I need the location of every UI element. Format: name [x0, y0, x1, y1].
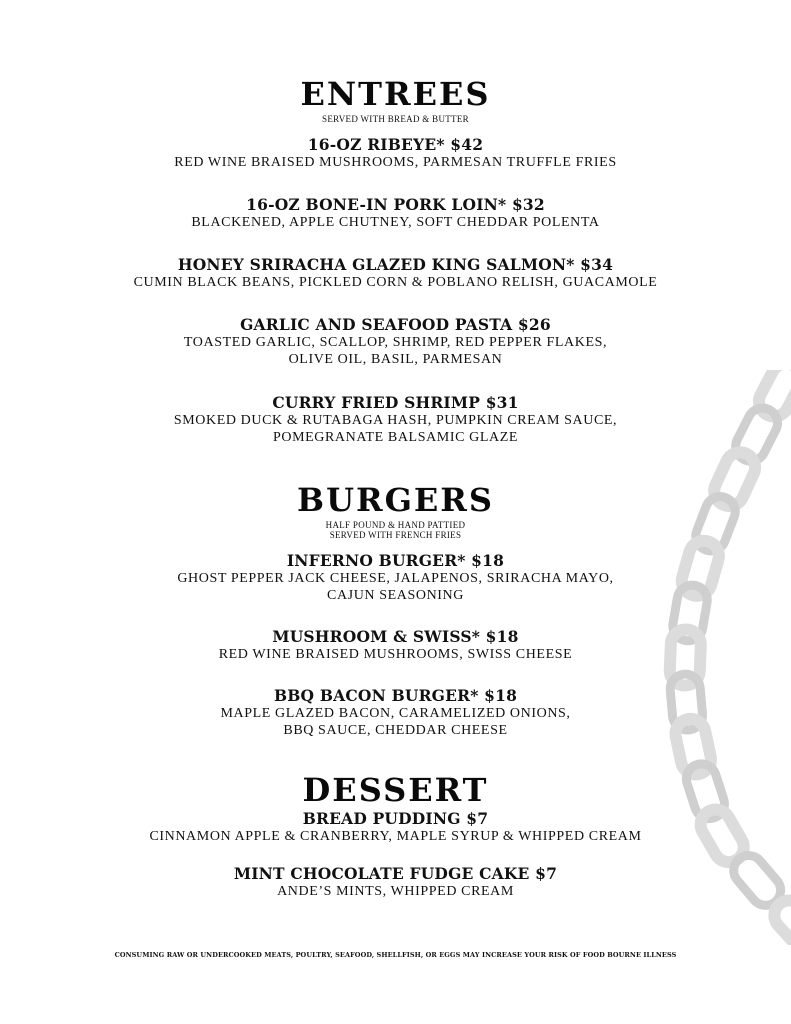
item-description: RED WINE BRAISED MUSHROOMS, PARMESAN TRUFFLE FRIES [174, 155, 617, 170]
menu-item [0, 864, 791, 900]
section-entrees [0, 75, 791, 124]
item-description: CINNAMON APPLE & CRANBERRY, MAPLE SYRUP & WHIPPED CREAM [149, 829, 642, 844]
section-dessert [0, 771, 791, 809]
item-description: GHOST PEPPER JACK CHEESE, JALAPENOS, SRIRACHA MAYO, [177, 571, 614, 586]
item-description: POMEGRANATE BALSAMIC GLAZE [272, 430, 519, 445]
section-subtitle: HALF POUND & HAND PATTIED [325, 520, 466, 530]
item-description: OLIVE OIL, BASIL, PARMESAN [288, 352, 503, 367]
item-description: SMOKED DUCK & RUTABAGA HASH, PUMPKIN CREAM SAUCE, [173, 413, 618, 428]
section-title: DESSERT [302, 771, 489, 809]
item-name: GARLIC AND SEAFOOD PASTA $26 [240, 315, 551, 334]
item-name: MUSHROOM & SWISS* $18 [272, 627, 519, 646]
section-title: ENTREES [300, 75, 491, 113]
item-description: ANDE’S MINTS, WHIPPED CREAM [277, 884, 514, 899]
section-burgers [0, 481, 791, 540]
menu-item [0, 686, 791, 739]
section-title: BURGERS [297, 481, 494, 519]
item-description: BLACKENED, APPLE CHUTNEY, SOFT CHEDDAR POLENTA [191, 215, 600, 230]
section-subtitle: SERVED WITH FRENCH FRIES [329, 530, 462, 540]
item-name: BBQ BACON BURGER* $18 [273, 686, 518, 705]
item-description: CAJUN SEASONING [327, 588, 464, 603]
menu-item [0, 195, 791, 231]
allergen-disclaimer: CONSUMING RAW OR UNDERCOOKED MEATS, POULTRY, SEAFOOD, SHELLFISH, OR EGGS MAY INCREASE YOUR RISK OF FOOD BOURNE ILLNESS [114, 951, 677, 959]
item-name: BREAD PUDDING $7 [302, 809, 489, 828]
item-description: BBQ SAUCE, CHEDDAR CHEESE [283, 723, 508, 738]
menu-item [0, 255, 791, 291]
menu-item [0, 393, 791, 446]
menu-item [0, 809, 791, 845]
item-name: INFERNO BURGER* $18 [286, 551, 505, 570]
item-name: MINT CHOCOLATE FUDGE CAKE $7 [233, 864, 558, 883]
item-description: MAPLE GLAZED BACON, CARAMELIZED ONIONS, [220, 706, 571, 721]
item-description: RED WINE BRAISED MUSHROOMS, SWISS CHEESE [218, 647, 573, 662]
menu-item [0, 135, 791, 171]
item-name: CURRY FRIED SHRIMP $31 [272, 393, 519, 412]
menu-item [0, 627, 791, 663]
item-description: CUMIN BLACK BEANS, PICKLED CORN & POBLANO RELISH, GUACAMOLE [133, 275, 658, 290]
item-name: 16-OZ BONE-IN PORK LOIN* $32 [246, 195, 545, 214]
menu-item [0, 551, 791, 604]
item-description: TOASTED GARLIC, SCALLOP, SHRIMP, RED PEPPER FLAKES, [183, 335, 608, 350]
menu-item [0, 315, 791, 368]
item-name: 16-OZ RIBEYE* $42 [307, 135, 484, 154]
item-name: HONEY SRIRACHA GLAZED KING SALMON* $34 [177, 255, 614, 274]
section-subtitle: SERVED WITH BREAD & BUTTER [322, 114, 469, 124]
